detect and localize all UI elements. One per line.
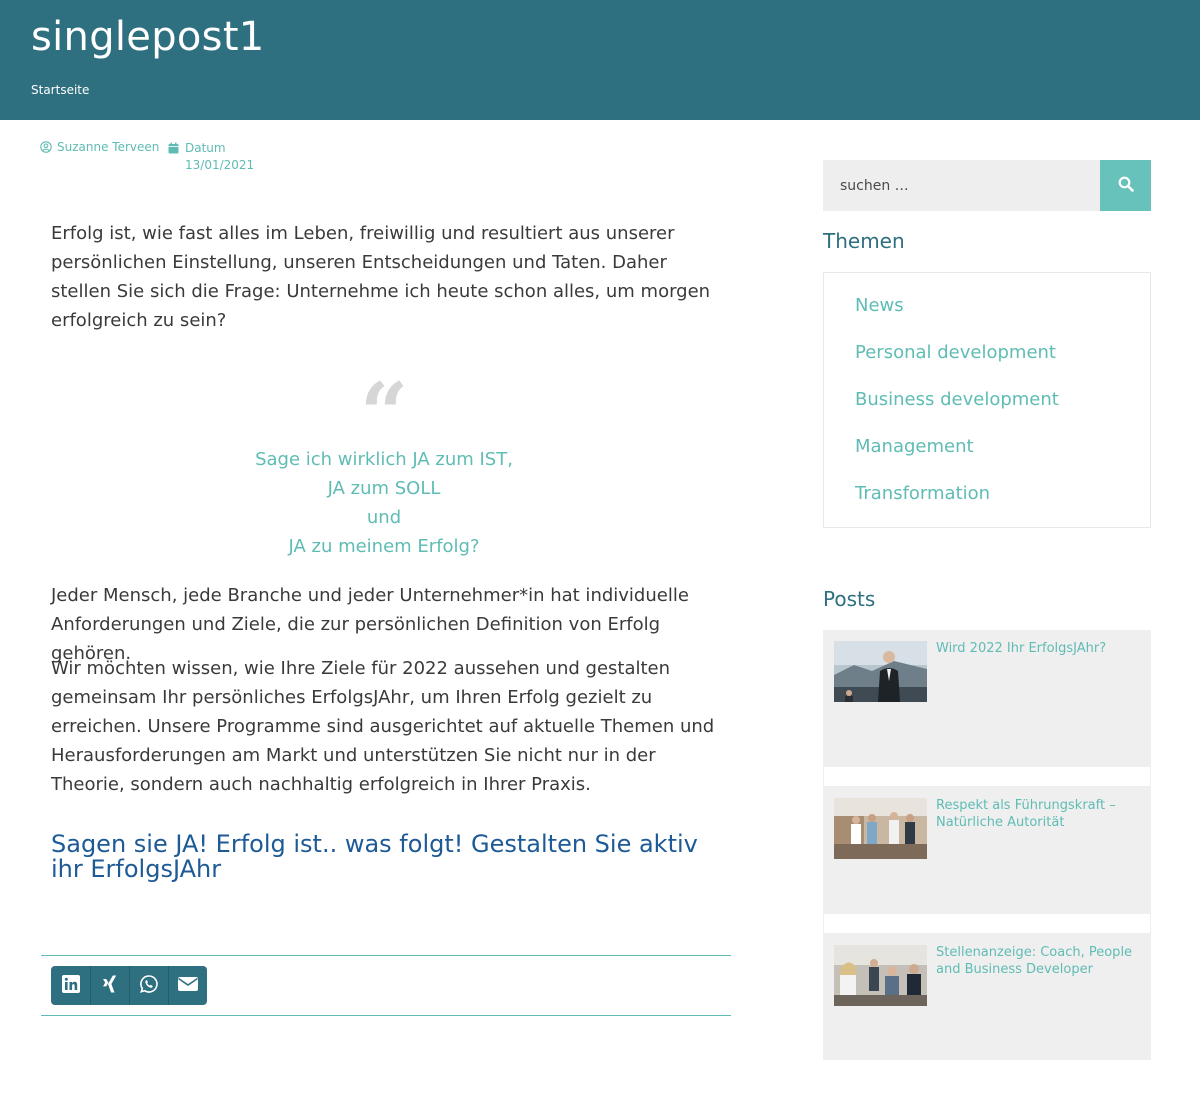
quote-line: Sage ich wirklich JA zum IST, <box>255 449 513 470</box>
search-button[interactable] <box>1100 160 1151 211</box>
quote-line: JA zu meinem Erfolg? <box>288 536 480 557</box>
article-paragraph: Wir möchten wissen, wie Ihre Ziele für 2022 aussehen und gestalten gemeinsam Ihr persönliches ErfolgsJAhr, um Ihren Erfolg gezielt zu erreichen. Unsere Programme sind ausgerichtet auf aktuelle Themen und Herausforderungen am Markt und unterstützen Sie nicht nur in der Theorie, sondern auch nachhaltig erfolgreich in Ihrer Praxis. <box>51 658 715 795</box>
site-title[interactable]: singlepost1 <box>31 14 265 60</box>
post-card[interactable] <box>823 630 1151 767</box>
share-whatsapp-button[interactable] <box>129 966 168 1005</box>
post-divider <box>823 914 1151 934</box>
post-date <box>168 140 254 174</box>
themen-title: Themen <box>823 229 905 253</box>
post-title[interactable]: Stellenanzeige: Coach, People and Business Developer <box>936 945 1133 977</box>
calendar-icon <box>168 140 179 174</box>
posts-title: Posts <box>823 587 876 611</box>
post-divider <box>823 767 1151 787</box>
article-intro: Erfolg ist, wie fast alles im Leben, freiwillig und resultiert aus unserer persönlichen Einstellung, unseren Entscheidungen und Taten. Daher stellen Sie sich die Frage: Unternehme ich heute schon alles, um morgen erfolgreich zu sein? <box>51 223 711 331</box>
post-author-name[interactable]: Suzanne Terveen <box>57 140 160 154</box>
post-date-value: 13/01/2021 <box>185 158 255 172</box>
post-title[interactable]: Wird 2022 Ihr ErfolgsJAhr? <box>936 641 1107 656</box>
share-email-button[interactable] <box>168 966 207 1005</box>
quote-line: und <box>366 507 402 528</box>
themen-item-business-development[interactable]: Business development <box>855 389 1059 410</box>
linkedin-icon <box>61 974 81 998</box>
post-title[interactable]: Respekt als Führungskraft – Natürliche Autorität <box>936 798 1116 830</box>
post-date-label: Datum <box>185 141 226 155</box>
themen-list <box>823 272 1151 528</box>
envelope-icon <box>177 975 199 997</box>
share-linkedin-button[interactable] <box>51 966 90 1005</box>
post-thumbnail[interactable] <box>834 945 927 1006</box>
article-paragraph: Jeder Mensch, jede Branche und jeder Unternehmer*in hat individuelle Anforderungen und Ziele, die zur persönlichen Definition von Erfolg gehören. <box>51 585 689 664</box>
themen-item-personal-development[interactable]: Personal development <box>855 342 1056 363</box>
quote-mark-icon: “ <box>360 364 409 463</box>
themen-item-management[interactable]: Management <box>855 436 974 457</box>
post-author[interactable] <box>40 140 159 154</box>
quote-line: JA zum SOLL <box>327 478 441 499</box>
user-circle-icon <box>40 141 52 153</box>
xing-icon <box>101 974 119 998</box>
post-thumbnail[interactable] <box>834 641 927 702</box>
cta-heading: Sagen sie JA! Erfolg ist.. was folgt! Gestalten Sie aktiv ihr ErfolgsJAhr <box>51 830 698 883</box>
post-card[interactable] <box>823 787 1151 914</box>
post-thumbnail[interactable] <box>834 798 927 859</box>
search-icon <box>1118 176 1134 196</box>
themen-item-news[interactable]: News <box>855 295 904 316</box>
whatsapp-icon <box>139 974 159 998</box>
blockquote <box>184 445 584 561</box>
search-input[interactable] <box>823 160 1100 211</box>
site-header <box>0 0 1200 120</box>
breadcrumb[interactable]: Startseite <box>31 83 90 97</box>
post-card[interactable] <box>823 934 1151 1060</box>
themen-item-transformation[interactable]: Transformation <box>855 483 991 504</box>
search-form <box>823 160 1151 211</box>
share-xing-button[interactable] <box>90 966 129 1005</box>
share-bar <box>41 955 731 1016</box>
